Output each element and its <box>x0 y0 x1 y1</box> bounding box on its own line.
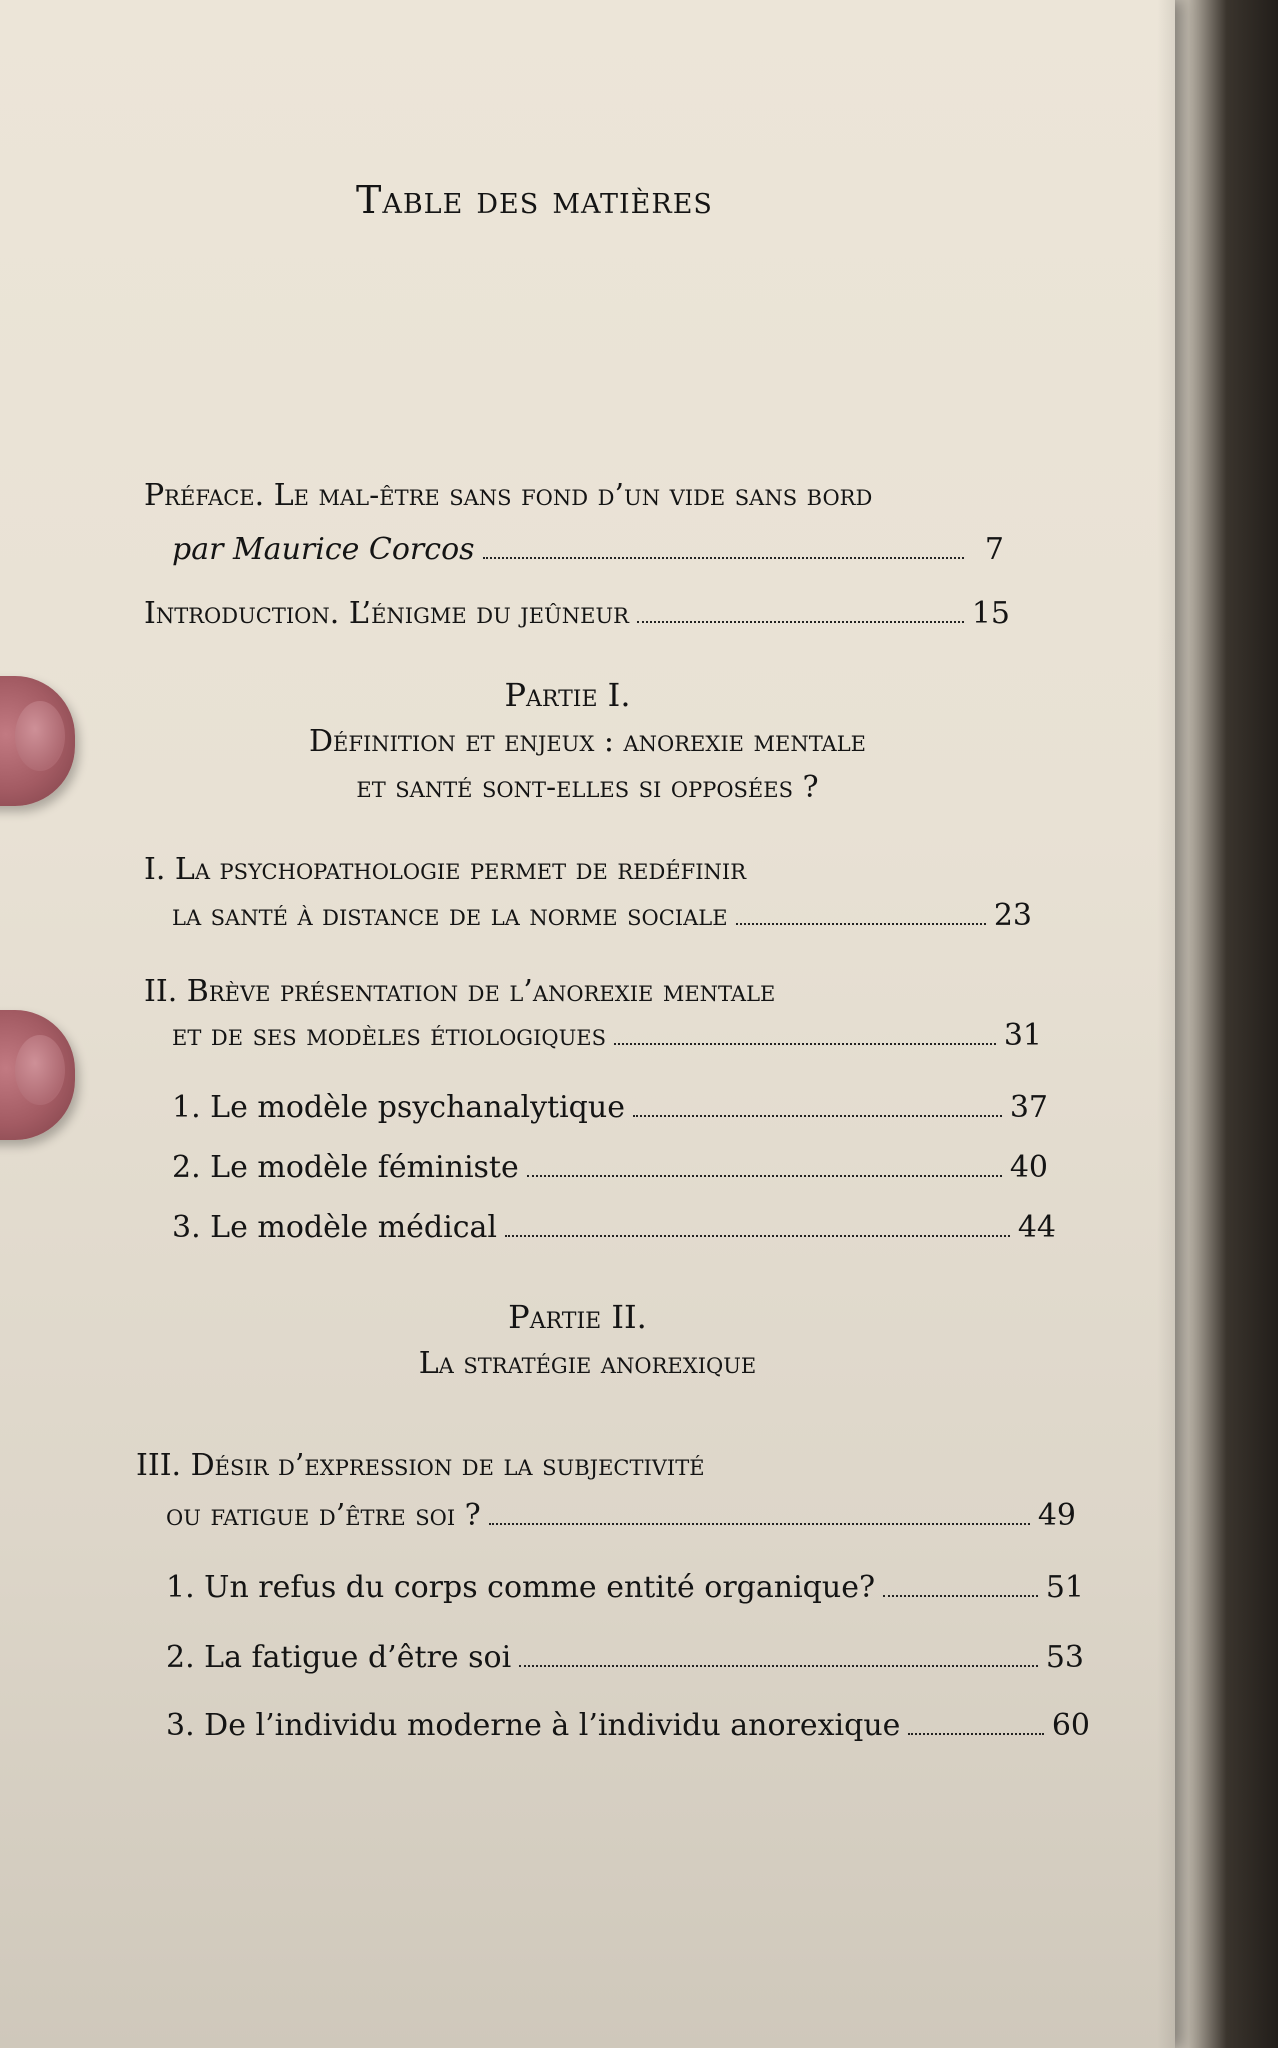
toc-section-3-2 <box>166 1640 1084 1675</box>
toc-entry-label: I. La psychopathologie permet de redéfinir <box>144 852 747 887</box>
toc-chapter-1-line2 <box>172 898 1032 933</box>
part-2-subtitle-line1: La stratégie anorexique <box>418 1346 757 1381</box>
toc-entry-label: Introduction. L’énigme du jeûneur <box>144 596 629 631</box>
toc-chapter-1-line1 <box>144 852 1024 887</box>
dot-leader <box>614 1041 996 1045</box>
toc-chapter-3-line2 <box>166 1498 1076 1533</box>
toc-entry-label: 1. Un refus du corps comme entité organique? <box>166 1570 876 1605</box>
toc-entry-label: 1. Le modèle psychanalytique <box>172 1090 625 1125</box>
toc-page-number: 31 <box>1003 1018 1042 1053</box>
dot-leader <box>883 1593 1038 1597</box>
toc-entry-introduction <box>144 596 1010 631</box>
toc-entry-preface-author <box>172 532 1004 567</box>
toc-section-2-2 <box>172 1150 1048 1185</box>
part-2-heading: Partie II. <box>508 1298 647 1336</box>
dot-leader <box>483 555 964 559</box>
toc-entry-label: Préface. Le mal-être sans fond d’un vide sans bord <box>144 478 873 513</box>
toc-entry-label: et de ses modèles étiologiques <box>172 1018 607 1053</box>
toc-entry-label: III. Désir d’expression de la subjectivité <box>136 1448 705 1483</box>
toc-entry-author: par Maurice Corcos <box>172 532 475 567</box>
toc-section-2-1 <box>172 1090 1048 1125</box>
toc-entry-label: II. Brève présentation de l’anorexie mentale <box>144 974 776 1009</box>
toc-page-number: 37 <box>1009 1090 1048 1125</box>
toc-page-number: 40 <box>1009 1150 1048 1185</box>
toc-page-number: 49 <box>1037 1498 1076 1533</box>
dot-leader <box>736 921 986 925</box>
toc-page-number: 44 <box>1017 1210 1056 1245</box>
toc-page-number: 23 <box>993 898 1032 933</box>
toc-entry-label: 2. Le modèle féministe <box>172 1150 519 1185</box>
toc-chapter-2-line2 <box>172 1018 1042 1053</box>
toc-entry-label: 3. De l’individu moderne à l’individu anorexique <box>166 1708 901 1743</box>
dot-leader <box>527 1173 1002 1177</box>
dot-leader <box>505 1233 1010 1237</box>
dot-leader <box>633 1113 1002 1117</box>
toc-entry-preface-title <box>144 478 994 513</box>
dot-leader <box>519 1663 1038 1667</box>
toc-entry-label: ou fatigue d’être soi ? <box>166 1498 481 1533</box>
toc-section-3-3 <box>166 1708 1090 1743</box>
toc-entry-label: la santé à distance de la norme sociale <box>172 898 728 933</box>
dot-leader <box>489 1521 1030 1525</box>
toc-page-number: 15 <box>971 596 1010 631</box>
part-1-subtitle-line1: Définition et enjeux : anorexie mentale <box>308 724 867 759</box>
page-title: Table des matières <box>356 178 713 222</box>
toc-page-number: 51 <box>1045 1570 1084 1605</box>
toc-page-number: 60 <box>1051 1708 1090 1743</box>
toc-section-2-3 <box>172 1210 1056 1245</box>
dot-leader <box>908 1731 1043 1735</box>
toc-chapter-3-line1 <box>136 1448 1036 1483</box>
toc-entry-label: 3. Le modèle médical <box>172 1210 498 1245</box>
part-1-subtitle-line2: et santé sont-elles si opposées ? <box>356 770 819 805</box>
toc-page-number: 53 <box>1045 1640 1084 1675</box>
toc-entry-label: 2. La fatigue d’être soi <box>166 1640 512 1675</box>
toc-chapter-2-line1 <box>144 974 1044 1009</box>
toc-page-number: 7 <box>984 532 1004 567</box>
dot-leader <box>637 619 964 623</box>
part-1-heading: Partie I. <box>504 676 631 714</box>
toc-section-3-1 <box>166 1570 1084 1605</box>
